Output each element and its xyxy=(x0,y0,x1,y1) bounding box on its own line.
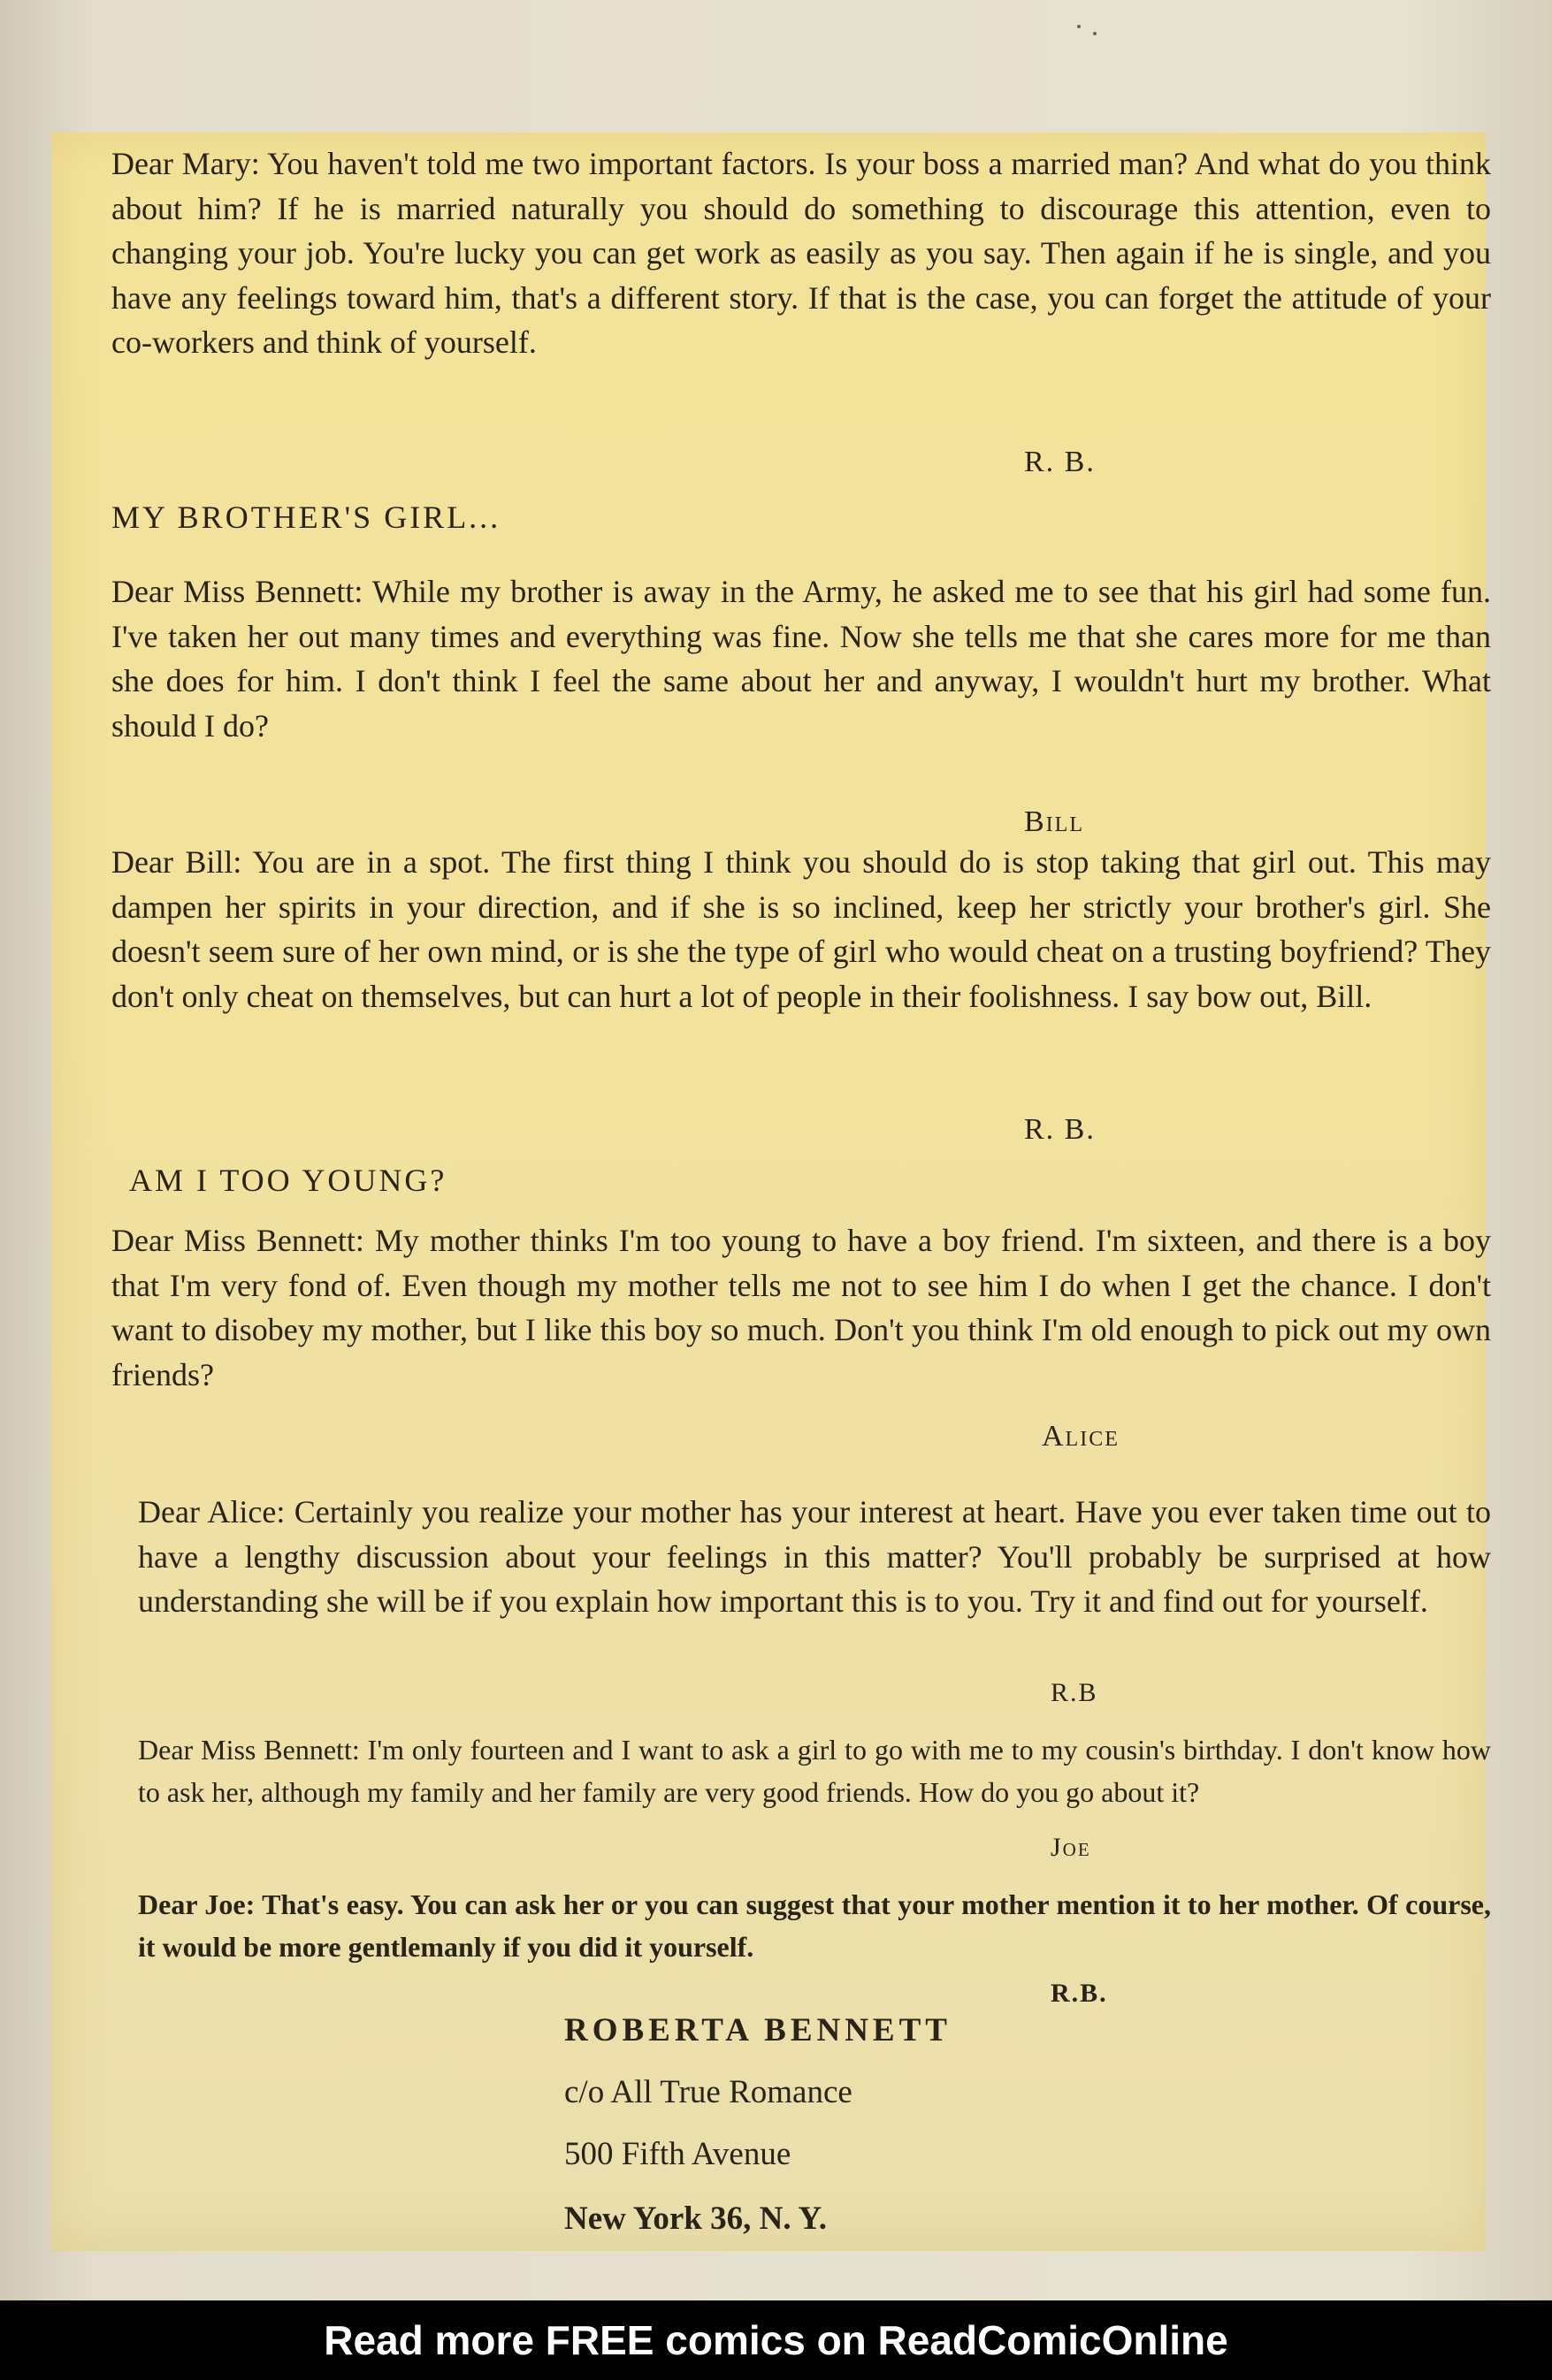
signature-alice: Alice xyxy=(1042,1420,1120,1453)
letter-reply-mary: Dear Mary: You haven't told me two important factors. Is your boss a married man? And what do you think about him? If he is married naturally you should do something to discourage this attention, even to changing your job. You're lucky you can get work as easily as you say. Then again if he is single, and you have any feelings toward him, that's a different story. If that is the case, you can forget the attitude of your co-workers and think of yourself. xyxy=(111,146,1491,360)
signature-rb: R. B. xyxy=(1024,1113,1096,1146)
section-heading-brothers-girl: MY BROTHER'S GIRL... xyxy=(111,500,501,535)
section-heading-am-i-too-young: AM I TOO YOUNG? xyxy=(129,1163,447,1198)
address-line-2: 500 Fifth Avenue xyxy=(564,2136,791,2172)
footer-banner[interactable]: Read more FREE comics on ReadComicOnline xyxy=(0,2300,1552,2380)
letter-reply-alice: Dear Alice: Certainly you realize your mother has your interest at heart. Have you ever taken time out to have a lengthy discussion about your feelings in this matter? You'll probably be surprised at how understanding she will be if you explain how important this is to you. Try it and find out for yourself. xyxy=(138,1494,1491,1619)
paper-speck xyxy=(1077,25,1081,28)
signature-rb: R.B. xyxy=(1051,1979,1108,2008)
letter-question-bill: Dear Miss Bennett: While my brother is away in the Army, he asked me to see that his girl had some fun. I've taken her out many times and everything was fine. Now she tells me that she cares more for me than she does for him. I don't think I feel the same about her and anyway, I wouldn't hurt my brother. What should I do? xyxy=(111,574,1491,744)
signature-bill: Bill xyxy=(1024,805,1084,838)
address-line-1: c/o All True Romance xyxy=(564,2074,852,2110)
letter-question-joe: Dear Miss Bennett: I'm only fourteen and I want to ask a girl to go with me to my cousin's birthday. I don't know how to ask her, although my family and her family are very good friends. How do you go about it? xyxy=(138,1734,1491,1808)
address-line-3: New York 36, N. Y. xyxy=(564,2201,828,2237)
advice-column-panel xyxy=(51,133,1491,2251)
letter-question-alice: Dear Miss Bennett: My mother thinks I'm too young to have a boy friend. I'm sixteen, and there is a boy that I'm very fond of. Even though my mother tells me not to see him I do when I get the chance. I don't want to disobey my mother, but I like this boy so much. Don't you think I'm old enough to pick out my own friends? xyxy=(111,1223,1491,1392)
signature-rb: R.B xyxy=(1051,1678,1098,1707)
signature-rb: R. B. xyxy=(1024,446,1096,478)
letter-reply-bill: Dear Bill: You are in a spot. The first thing I think you should do is stop taking that girl out. This may dampen her spirits in your direction, and if she is so inclined, keep her strictly your brother's girl. She doesn't seem sure of her own mind, or is she the type of girl who would cheat on a trusting boyfriend? They don't only cheat on themselves, but can hurt a lot of people in their foolishness. I say bow out, Bill. xyxy=(111,844,1491,1014)
signature-joe: Joe xyxy=(1051,1833,1091,1862)
address-name: ROBERTA BENNETT xyxy=(564,2012,952,2048)
paper-speck xyxy=(1093,32,1097,35)
letter-reply-joe: Dear Joe: That's easy. You can ask her or you can suggest that your mother mention it to her mother. Of course, it would be more gentlemanly if you did it yourself. xyxy=(138,1888,1491,1963)
